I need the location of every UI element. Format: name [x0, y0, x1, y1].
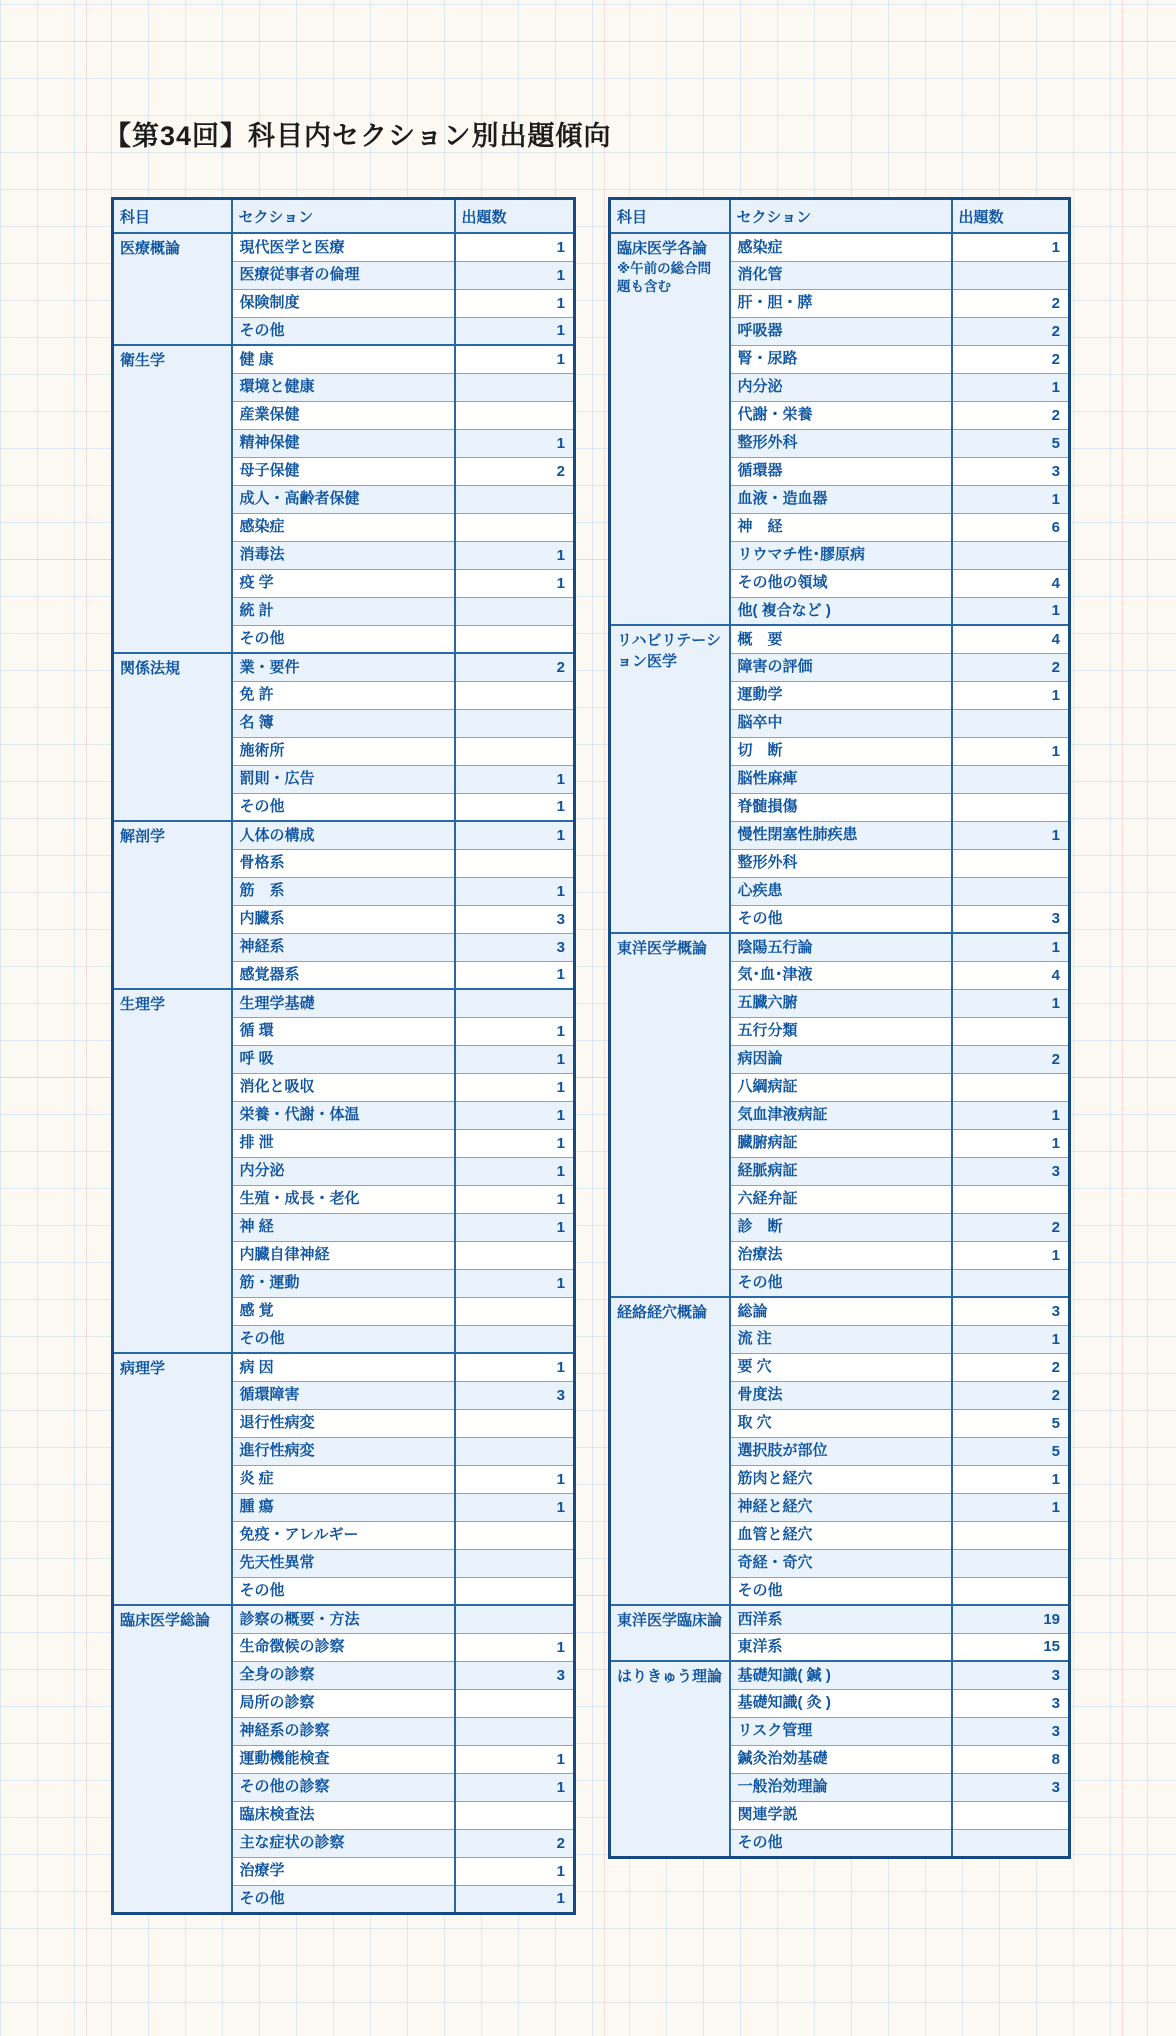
section-cell: 他( 複合など ): [730, 597, 952, 625]
section-cell: 感 覚: [232, 1297, 455, 1325]
count-cell: 3: [952, 1297, 1070, 1325]
count-cell: 1: [455, 1017, 575, 1045]
count-cell: 1: [952, 1465, 1070, 1493]
subject-cell: [113, 1353, 232, 1605]
count-cell: 4: [952, 625, 1070, 653]
section-cell: 骨格系: [232, 849, 455, 877]
section-cell: 肝・胆・膵: [730, 289, 952, 317]
count-cell: 2: [952, 1381, 1070, 1409]
section-cell: 内分泌: [730, 373, 952, 401]
count-cell: 3: [952, 1717, 1070, 1745]
section-cell: 経脈病証: [730, 1157, 952, 1185]
subject-label: 生理学: [120, 996, 166, 1013]
section-cell: 名 簿: [232, 709, 455, 737]
table-row: [113, 653, 575, 681]
section-cell: 排 泄: [232, 1129, 455, 1157]
section-cell: 腎・尿路: [730, 345, 952, 373]
count-cell: 1: [455, 1465, 575, 1493]
subject-label: 関係法規: [120, 660, 181, 677]
count-cell: 1: [455, 1353, 575, 1381]
section-cell: 運動機能検査: [232, 1745, 455, 1773]
count-cell: 1: [952, 1325, 1070, 1353]
section-cell: 母子保健: [232, 457, 455, 485]
section-cell: その他: [232, 793, 455, 821]
section-cell: 五行分類: [730, 1017, 952, 1045]
section-cell: 現代医学と医療: [232, 233, 455, 261]
section-cell: 神経系: [232, 933, 455, 961]
count-cell: 3: [952, 905, 1070, 933]
count-cell: 1: [952, 597, 1070, 625]
table-row: [113, 233, 575, 261]
section-cell: 感染症: [232, 513, 455, 541]
subject-cell: [610, 933, 730, 1297]
section-cell: その他: [232, 1577, 455, 1605]
count-cell: 2: [952, 289, 1070, 317]
count-cell: 1: [455, 765, 575, 793]
section-cell: 病因論: [730, 1045, 952, 1073]
subject-cell: [610, 1605, 730, 1661]
subject-label: はりきゅう理論: [617, 1668, 723, 1685]
subject-label: リハビリテーション医学: [617, 632, 721, 670]
count-cell: 2: [455, 457, 575, 485]
count-cell: 1: [952, 933, 1070, 961]
count-cell: 8: [952, 1745, 1070, 1773]
subject-label: 解剖学: [120, 828, 166, 845]
count-cell: [952, 1269, 1070, 1297]
count-cell: 2: [952, 1045, 1070, 1073]
count-cell: 1: [455, 345, 575, 373]
count-cell: 1: [455, 1269, 575, 1297]
table-row: [610, 933, 1070, 961]
section-cell: 免疫・アレルギー: [232, 1521, 455, 1549]
section-cell: 基礎知識( 灸 ): [730, 1689, 952, 1717]
section-cell: 整形外科: [730, 429, 952, 457]
section-cell: 業・要件: [232, 653, 455, 681]
section-cell: 呼吸器: [730, 317, 952, 345]
section-cell: 生命徴候の診察: [232, 1633, 455, 1661]
section-cell: 病 因: [232, 1353, 455, 1381]
section-cell: 要 穴: [730, 1353, 952, 1381]
count-cell: [455, 1437, 575, 1465]
section-cell: 循環障害: [232, 1381, 455, 1409]
count-cell: 1: [455, 541, 575, 569]
section-cell: 栄養・代謝・体温: [232, 1101, 455, 1129]
count-cell: 3: [455, 1381, 575, 1409]
subject-label: 衛生学: [120, 352, 166, 369]
count-cell: 1: [455, 1101, 575, 1129]
section-cell: 循 環: [232, 1017, 455, 1045]
section-cell: 臓腑病証: [730, 1129, 952, 1157]
count-cell: 1: [455, 1493, 575, 1521]
section-cell: 基礎知識( 鍼 ): [730, 1661, 952, 1689]
count-cell: 3: [952, 1689, 1070, 1717]
section-cell: 東洋系: [730, 1633, 952, 1661]
section-cell: 治療学: [232, 1857, 455, 1885]
section-cell: その他: [232, 1325, 455, 1353]
count-cell: 3: [952, 1661, 1070, 1689]
section-cell: 生殖・成長・老化: [232, 1185, 455, 1213]
count-cell: [952, 877, 1070, 905]
section-cell: 西洋系: [730, 1605, 952, 1633]
section-cell: 代謝・栄養: [730, 401, 952, 429]
section-cell: 六経弁証: [730, 1185, 952, 1213]
section-cell: 陰陽五行論: [730, 933, 952, 961]
count-cell: [455, 1521, 575, 1549]
section-cell: 総論: [730, 1297, 952, 1325]
count-cell: 3: [455, 933, 575, 961]
section-cell: 局所の診察: [232, 1689, 455, 1717]
column-header-count: 出題数: [455, 199, 575, 234]
table-row: [610, 1605, 1070, 1633]
count-cell: [952, 709, 1070, 737]
table-row: [113, 1353, 575, 1381]
section-cell: 保険制度: [232, 289, 455, 317]
section-cell: その他の診察: [232, 1773, 455, 1801]
count-cell: [455, 597, 575, 625]
table-row: [610, 625, 1070, 653]
table-row: [610, 233, 1070, 261]
count-cell: 5: [952, 1409, 1070, 1437]
subject-label: 臨床医学総論: [120, 1612, 211, 1629]
count-cell: [455, 485, 575, 513]
subject-cell: [113, 345, 232, 653]
count-cell: 2: [952, 1353, 1070, 1381]
count-cell: [455, 1605, 575, 1633]
count-cell: [455, 1717, 575, 1745]
count-cell: 1: [455, 1185, 575, 1213]
count-cell: [952, 849, 1070, 877]
subject-cell: [113, 821, 232, 989]
section-cell: 先天性異常: [232, 1549, 455, 1577]
count-cell: 1: [952, 1241, 1070, 1269]
count-cell: 15: [952, 1633, 1070, 1661]
section-cell: 気･血･津液: [730, 961, 952, 989]
count-cell: [952, 793, 1070, 821]
section-cell: 神 経: [232, 1213, 455, 1241]
count-cell: 1: [952, 1129, 1070, 1157]
count-cell: [455, 1577, 575, 1605]
section-cell: その他: [730, 1829, 952, 1857]
table-row: [113, 1605, 575, 1633]
header-row: [610, 199, 1070, 234]
section-cell: その他: [730, 1577, 952, 1605]
section-cell: 関連学説: [730, 1801, 952, 1829]
table-row: [610, 1661, 1070, 1689]
section-cell: その他: [730, 1269, 952, 1297]
section-cell: 脳性麻痺: [730, 765, 952, 793]
subject-cell: [113, 989, 232, 1353]
subject-cell: [610, 1661, 730, 1857]
count-cell: [455, 1241, 575, 1269]
section-cell: 治療法: [730, 1241, 952, 1269]
column-header-count: 出題数: [952, 199, 1070, 234]
section-cell: 鍼灸治効基礎: [730, 1745, 952, 1773]
count-cell: 1: [455, 1857, 575, 1885]
count-cell: [952, 1577, 1070, 1605]
section-cell: 腫 瘍: [232, 1493, 455, 1521]
count-cell: 1: [455, 1045, 575, 1073]
page-title: 【第34回】科目内セクション別出題傾向: [104, 121, 612, 151]
subject-label: 病理学: [120, 1360, 166, 1377]
column-header-section: セクション: [232, 199, 455, 234]
section-cell: 脳卒中: [730, 709, 952, 737]
section-cell: 施術所: [232, 737, 455, 765]
section-cell: リスク管理: [730, 1717, 952, 1745]
section-cell: 五臓六腑: [730, 989, 952, 1017]
count-cell: 4: [952, 569, 1070, 597]
column-header-subject: 科目: [113, 199, 232, 234]
section-cell: 概 要: [730, 625, 952, 653]
count-cell: 3: [455, 1661, 575, 1689]
count-cell: [455, 625, 575, 653]
section-cell: 内分泌: [232, 1157, 455, 1185]
exam-section-table-left: [111, 197, 576, 1915]
subject-cell: [113, 1605, 232, 1913]
section-cell: 循環器: [730, 457, 952, 485]
section-cell: 消化と吸収: [232, 1073, 455, 1101]
count-cell: [455, 1689, 575, 1717]
count-cell: [455, 1409, 575, 1437]
exam-section-table-right: [608, 197, 1071, 1859]
section-cell: 八綱病証: [730, 1073, 952, 1101]
section-cell: 消化管: [730, 261, 952, 289]
count-cell: 1: [952, 737, 1070, 765]
count-cell: [455, 401, 575, 429]
count-cell: 3: [952, 1773, 1070, 1801]
section-cell: 血液・造血器: [730, 485, 952, 513]
section-cell: 筋肉と経穴: [730, 1465, 952, 1493]
table-row: [113, 345, 575, 373]
count-cell: 1: [455, 821, 575, 849]
section-cell: 内臓自律神経: [232, 1241, 455, 1269]
section-cell: 産業保健: [232, 401, 455, 429]
section-cell: 奇経・奇穴: [730, 1549, 952, 1577]
count-cell: 1: [455, 261, 575, 289]
section-cell: 取 穴: [730, 1409, 952, 1437]
count-cell: [952, 765, 1070, 793]
section-cell: 神 経: [730, 513, 952, 541]
count-cell: [952, 1521, 1070, 1549]
section-cell: 切 断: [730, 737, 952, 765]
count-cell: 6: [952, 513, 1070, 541]
section-cell: 免 許: [232, 681, 455, 709]
column-header-section: セクション: [730, 199, 952, 234]
section-cell: 感染症: [730, 233, 952, 261]
count-cell: 1: [455, 793, 575, 821]
count-cell: [455, 737, 575, 765]
section-cell: 選択肢が部位: [730, 1437, 952, 1465]
section-cell: 医療従事者の倫理: [232, 261, 455, 289]
count-cell: [455, 373, 575, 401]
count-cell: 1: [455, 961, 575, 989]
count-cell: 3: [952, 1157, 1070, 1185]
subject-label: 経絡経穴概論: [617, 1304, 708, 1321]
count-cell: 5: [952, 1437, 1070, 1465]
count-cell: [952, 1073, 1070, 1101]
section-cell: リウマチ性･膠原病: [730, 541, 952, 569]
count-cell: [455, 1801, 575, 1829]
section-cell: その他の領域: [730, 569, 952, 597]
section-cell: 気血津液病証: [730, 1101, 952, 1129]
count-cell: [455, 513, 575, 541]
count-cell: [455, 681, 575, 709]
count-cell: 1: [455, 429, 575, 457]
section-cell: 運動学: [730, 681, 952, 709]
section-cell: その他: [232, 1885, 455, 1913]
column-header-subject: 科目: [610, 199, 730, 234]
section-cell: 感覚器系: [232, 961, 455, 989]
section-cell: その他: [730, 905, 952, 933]
count-cell: [952, 1829, 1070, 1857]
count-cell: 1: [455, 877, 575, 905]
subject-cell: [610, 1297, 730, 1605]
count-cell: 2: [952, 345, 1070, 373]
count-cell: [455, 1549, 575, 1577]
section-cell: 呼 吸: [232, 1045, 455, 1073]
count-cell: 3: [952, 457, 1070, 485]
section-cell: 主な症状の診察: [232, 1829, 455, 1857]
subject-cell: [113, 233, 232, 345]
count-cell: 5: [952, 429, 1070, 457]
count-cell: 19: [952, 1605, 1070, 1633]
count-cell: 1: [455, 233, 575, 261]
section-cell: 精神保健: [232, 429, 455, 457]
count-cell: 2: [952, 317, 1070, 345]
section-cell: 慢性閉塞性肺疾患: [730, 821, 952, 849]
header-row: [113, 199, 575, 234]
count-cell: 3: [455, 905, 575, 933]
table-row: [113, 821, 575, 849]
section-cell: 整形外科: [730, 849, 952, 877]
subject-label: 東洋医学臨床論: [617, 1612, 723, 1629]
count-cell: [952, 261, 1070, 289]
section-cell: 成人・高齢者保健: [232, 485, 455, 513]
count-cell: 2: [455, 1829, 575, 1857]
count-cell: [455, 709, 575, 737]
count-cell: 2: [952, 1213, 1070, 1241]
section-cell: 筋・運動: [232, 1269, 455, 1297]
count-cell: [455, 849, 575, 877]
subject-label: 臨床医学各論: [617, 240, 708, 257]
section-cell: 内臓系: [232, 905, 455, 933]
count-cell: 1: [455, 1885, 575, 1913]
count-cell: [952, 541, 1070, 569]
section-cell: 生理学基礎: [232, 989, 455, 1017]
section-cell: 炎 症: [232, 1465, 455, 1493]
section-cell: 血管と経穴: [730, 1521, 952, 1549]
count-cell: [455, 989, 575, 1017]
subject-note: ※午前の総合問題も含む: [617, 261, 712, 295]
section-cell: その他: [232, 625, 455, 653]
section-cell: 骨度法: [730, 1381, 952, 1409]
count-cell: 2: [455, 653, 575, 681]
count-cell: [952, 1801, 1070, 1829]
count-cell: 4: [952, 961, 1070, 989]
count-cell: 1: [455, 569, 575, 597]
count-cell: 1: [455, 1157, 575, 1185]
table-row: [113, 989, 575, 1017]
section-cell: 診察の概要・方法: [232, 1605, 455, 1633]
count-cell: 1: [455, 317, 575, 345]
count-cell: 1: [952, 233, 1070, 261]
count-cell: [952, 1017, 1070, 1045]
section-cell: 健 康: [232, 345, 455, 373]
count-cell: 2: [952, 401, 1070, 429]
section-cell: 筋 系: [232, 877, 455, 905]
count-cell: 1: [952, 1493, 1070, 1521]
section-cell: その他: [232, 317, 455, 345]
count-cell: 1: [455, 1129, 575, 1157]
count-cell: 1: [455, 1745, 575, 1773]
section-cell: 消毒法: [232, 541, 455, 569]
count-cell: 1: [952, 681, 1070, 709]
section-cell: 罰則・広告: [232, 765, 455, 793]
count-cell: 1: [455, 1213, 575, 1241]
count-cell: 1: [952, 1101, 1070, 1129]
section-cell: 臨床検査法: [232, 1801, 455, 1829]
count-cell: 1: [455, 1073, 575, 1101]
section-cell: 退行性病変: [232, 1409, 455, 1437]
section-cell: 統 計: [232, 597, 455, 625]
subject-label: 東洋医学概論: [617, 940, 708, 957]
section-cell: 診 断: [730, 1213, 952, 1241]
section-cell: 心疾患: [730, 877, 952, 905]
count-cell: [455, 1325, 575, 1353]
section-cell: 人体の構成: [232, 821, 455, 849]
section-cell: 全身の診察: [232, 1661, 455, 1689]
count-cell: [952, 1185, 1070, 1213]
section-cell: 神経と経穴: [730, 1493, 952, 1521]
count-cell: [455, 1297, 575, 1325]
section-cell: 一般治効理論: [730, 1773, 952, 1801]
section-cell: 進行性病変: [232, 1437, 455, 1465]
section-cell: 障害の評価: [730, 653, 952, 681]
subject-cell: [610, 233, 730, 625]
section-cell: 神経系の診察: [232, 1717, 455, 1745]
section-cell: 脊髄損傷: [730, 793, 952, 821]
section-cell: 環境と健康: [232, 373, 455, 401]
subject-label: 医療概論: [120, 240, 181, 257]
count-cell: 1: [952, 373, 1070, 401]
table-row: [610, 1297, 1070, 1325]
count-cell: 2: [952, 653, 1070, 681]
count-cell: 1: [455, 1773, 575, 1801]
count-cell: 1: [952, 821, 1070, 849]
count-cell: 1: [952, 989, 1070, 1017]
count-cell: 1: [455, 289, 575, 317]
section-cell: 流 注: [730, 1325, 952, 1353]
count-cell: 1: [455, 1633, 575, 1661]
count-cell: 1: [952, 485, 1070, 513]
subject-cell: [113, 653, 232, 821]
subject-cell: [610, 625, 730, 933]
section-cell: 疫 学: [232, 569, 455, 597]
count-cell: [952, 1549, 1070, 1577]
